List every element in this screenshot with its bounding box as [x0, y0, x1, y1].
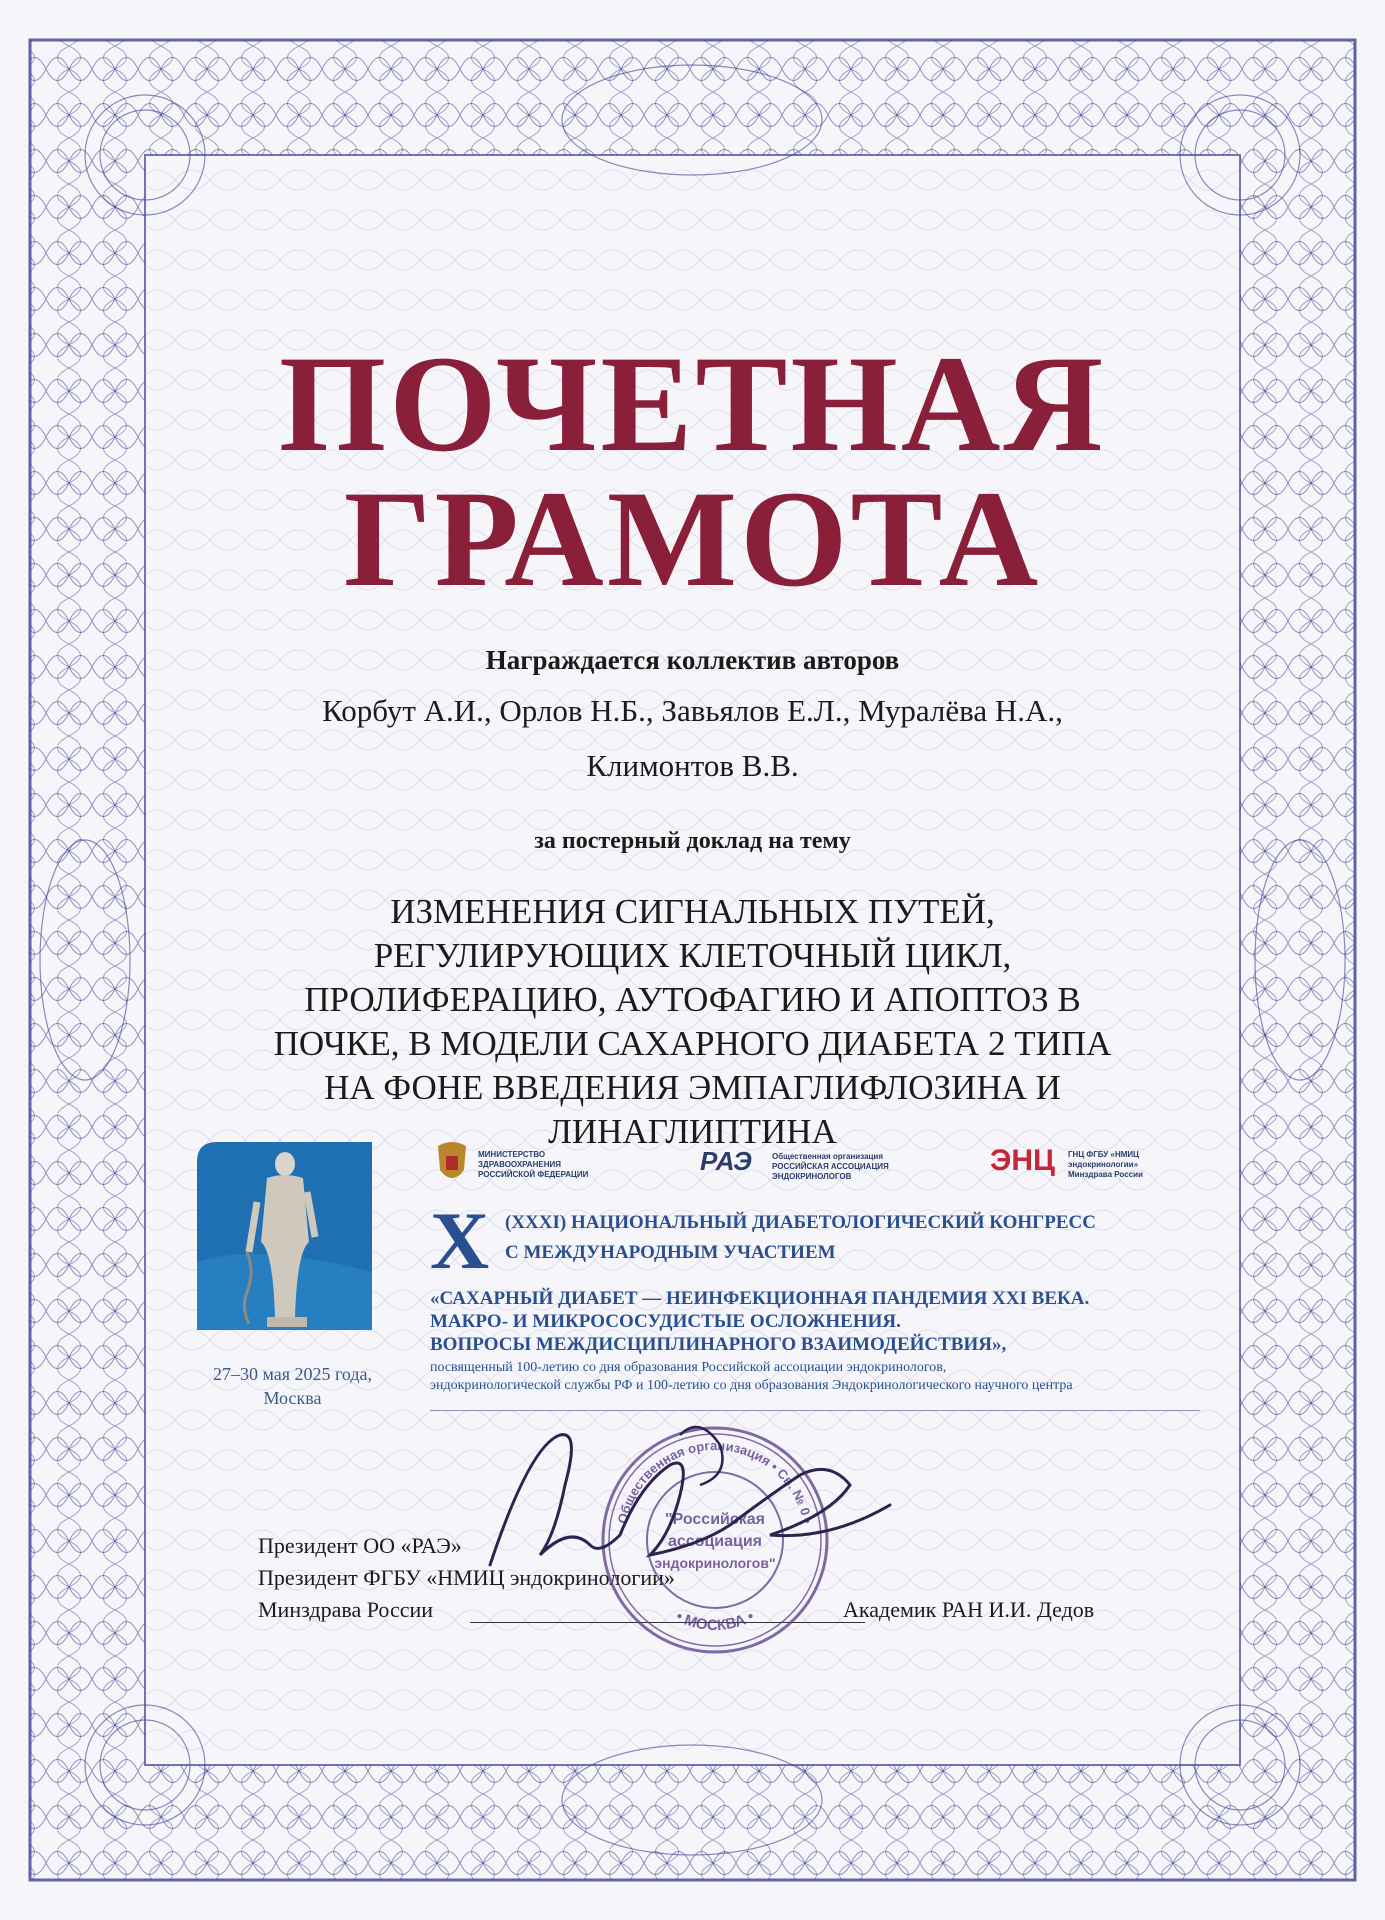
- awarded-text: Награждается коллектив авторов: [485, 645, 900, 675]
- rae-text-line2: РОССИЙСКАЯ АССОЦИАЦИЯ: [772, 1162, 889, 1171]
- enc-logo: [990, 1140, 1180, 1190]
- statue-emblem-icon: [197, 1142, 372, 1330]
- stamp-center-line2: ассоциация: [667, 1533, 763, 1550]
- topic-line: ПОЧКЕ, В МОДЕЛИ САХАРНОГО ДИАБЕТА 2 ТИПА: [273, 1024, 1112, 1063]
- congress-roman-numeral: X: [430, 1195, 490, 1286]
- congress-dedication-line2: эндокринологической службы РФ и 100-летию со дня образования Эндокринологического научного центра: [430, 1378, 1073, 1393]
- topic-line: ИЗМЕНЕНИЯ СИГНАЛЬНЫХ ПУТЕЙ,: [390, 892, 995, 931]
- topic-line: РЕГУЛИРУЮЩИХ КЛЕТОЧНЫЙ ЦИКЛ,: [373, 936, 1012, 975]
- rae-text-line1: Общественная организация: [772, 1152, 884, 1161]
- enc-text-line2: эндокринологии»: [1068, 1160, 1139, 1169]
- rae-text-line3: ЭНДОКРИНОЛОГОВ: [772, 1172, 852, 1181]
- congress-dedication-line1: посвященный 100-летию со дня образования Российской ассоциации эндокринологов,: [430, 1360, 947, 1375]
- signatory-title-line3: Минздрава России: [258, 1597, 434, 1622]
- certificate-title-line2: ГРАМОТА: [343, 462, 1042, 615]
- poster-topic: [0, 890, 1385, 1154]
- topic-line: ЛИНАГЛИПТИНА: [548, 1112, 837, 1151]
- stamp-center-line3: эндокринологов": [654, 1555, 776, 1571]
- svg-text:• МОСКВА •: [673, 1608, 757, 1634]
- congress-slogan-line3: ВОПРОСЫ МЕЖДИСЦИПЛИНАРНОГО ВЗАИМОДЕЙСТВИЯ»,: [430, 1334, 1007, 1355]
- rae-mark: РАЭ: [700, 1146, 752, 1176]
- enc-text-line1: ГНЦ ФГБУ «НМИЦ: [1068, 1150, 1139, 1159]
- certificate-title-line1: ПОЧЕТНАЯ: [278, 327, 1107, 480]
- stamp-ring-bottom-text: • МОСКВА •: [672, 1607, 758, 1635]
- authors-line2: Климонтов В.В.: [586, 748, 799, 783]
- stamp-ring-top-text: Общественная организация • Св. № 0 •: [614, 1437, 816, 1525]
- event-date-text: 27–30 мая 2025 года,: [212, 1364, 373, 1384]
- minzdrav-text-line3: РОССИЙСКОЙ ФЕДЕРАЦИИ: [478, 1170, 589, 1179]
- coat-of-arms-icon: [432, 1140, 472, 1188]
- rae-logo: [700, 1140, 910, 1190]
- event-date: [180, 1362, 405, 1410]
- signatory-title-line2: Президент ФГБУ «НМИЦ эндокринологии»: [258, 1565, 675, 1590]
- congress-title-line2: С МЕЖДУНАРОДНЫМ УЧАСТИЕМ: [505, 1242, 836, 1263]
- congress-slogan-line2: МАКРО- И МИКРОСОСУДИСТЫЕ ОСЛОЖНЕНИЯ.: [430, 1311, 901, 1332]
- topic-line: НА ФОНЕ ВВЕДЕНИЯ ЭМПАГЛИФЛОЗИНА И: [324, 1068, 1061, 1107]
- poster-caption: за постерный доклад на тему: [534, 828, 851, 854]
- congress-slogan-line1: «САХАРНЫЙ ДИАБЕТ — НЕИНФЕКЦИОННАЯ ПАНДЕМИЯ XXI ВЕКА.: [430, 1288, 1090, 1309]
- congress-title-line1: (XXXI) НАЦИОНАЛЬНЫЙ ДИАБЕТОЛОГИЧЕСКИЙ КОНГРЕСС: [505, 1212, 1096, 1233]
- minzdrav-text-line2: ЗДРАВООХРАНЕНИЯ: [478, 1160, 561, 1169]
- topic-line: ПРОЛИФЕРАЦИЮ, АУТОФАГИЮ И АПОПТОЗ В: [304, 980, 1081, 1019]
- stamp-center-line1: "Российская: [664, 1511, 766, 1528]
- handwritten-signature: [470, 1405, 940, 1605]
- signatory-title-line1: Президент ОО «РАЭ»: [258, 1533, 462, 1558]
- minzdrav-logo: [432, 1140, 632, 1190]
- event-city: Москва: [263, 1388, 322, 1408]
- enc-text-line3: Минздрава России: [1068, 1170, 1143, 1179]
- minzdrav-text-line1: МИНИСТЕРСТВО: [478, 1150, 546, 1159]
- authors-line1: Корбут А.И., Орлов Н.Б., Завьялов Е.Л., Муралёва Н.А.,: [322, 693, 1063, 728]
- enc-mark: ЭНЦ: [990, 1144, 1055, 1177]
- signatory-name: Академик РАН И.И. Дедов: [843, 1597, 1095, 1622]
